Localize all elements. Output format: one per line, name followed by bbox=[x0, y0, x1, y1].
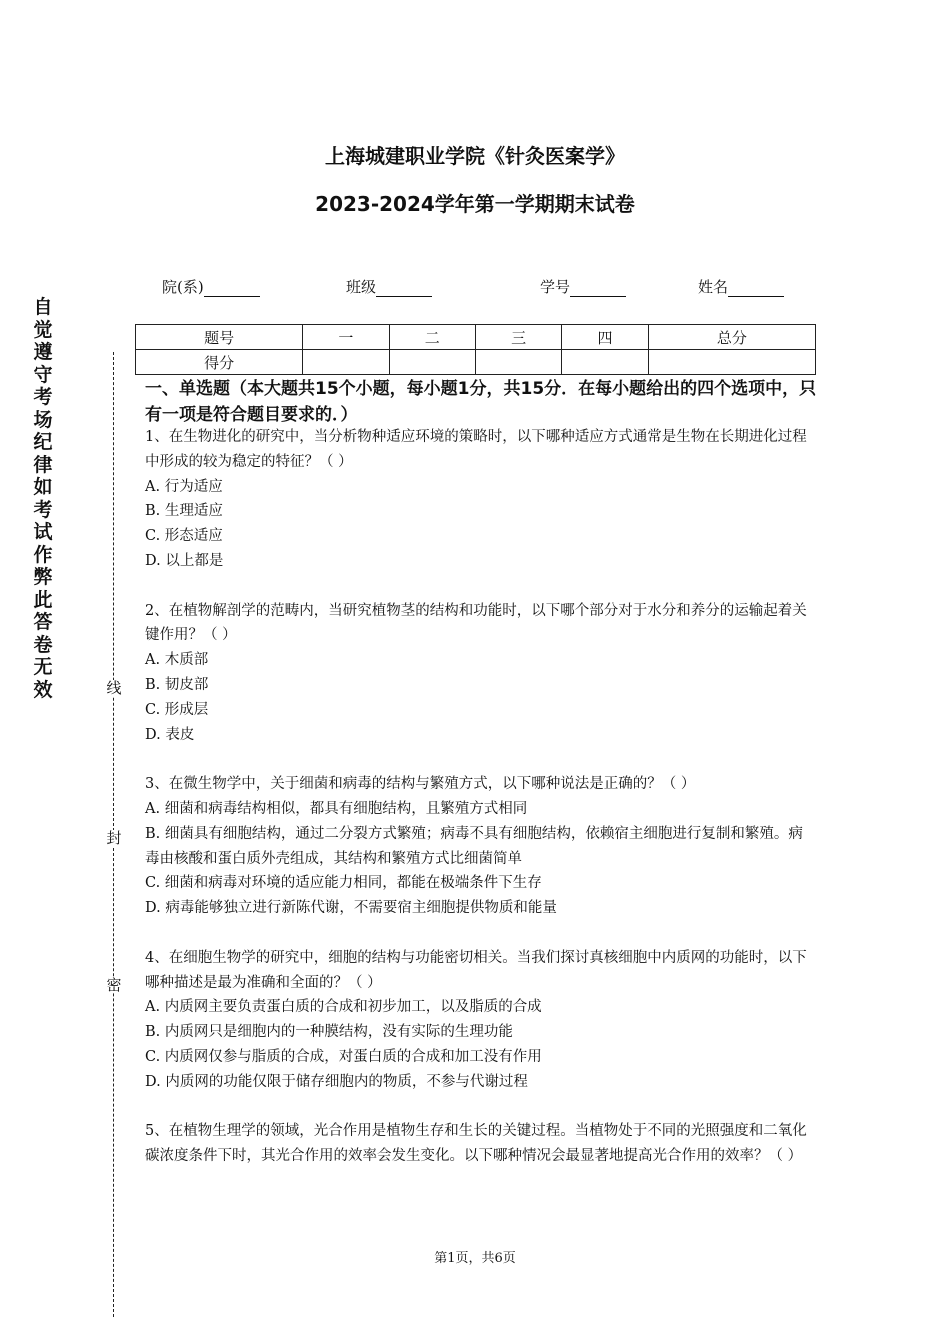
question-1 bbox=[145, 425, 815, 574]
score-table bbox=[135, 324, 816, 375]
score-cell[interactable] bbox=[303, 350, 389, 375]
option-b[interactable]: B. 细菌具有细胞结构，通过二分裂方式繁殖；病毒不具有细胞结构，依赖宿主细胞进行复制和繁殖。病毒由核酸和蛋白质外壳组成，其结构和繁殖方式比细菌简单 bbox=[145, 825, 803, 867]
question-stem: 4、在细胞生物学的研究中，细胞的结构与功能密切相关。当我们探讨真核细胞中内质网的功能时，以下哪种描述是最为准确和全面的？（ ） bbox=[145, 949, 807, 991]
option-b[interactable]: B. 生理适应 bbox=[145, 503, 223, 520]
name-label: 姓名 bbox=[698, 278, 729, 296]
student-info-row bbox=[0, 276, 950, 300]
question-4 bbox=[145, 946, 815, 1095]
option-a[interactable]: A. 木质部 bbox=[145, 652, 209, 669]
exam-title-line2: 2023-2024学年第一学期期末试卷 bbox=[315, 192, 635, 216]
question-3 bbox=[145, 772, 815, 921]
department-label: 院(系) bbox=[162, 278, 204, 296]
score-header-cell: 总分 bbox=[648, 325, 815, 350]
question-5 bbox=[145, 1119, 815, 1169]
page-number: 第1页，共6页 bbox=[434, 1251, 516, 1266]
department-blank[interactable] bbox=[204, 280, 260, 297]
name-field[interactable] bbox=[698, 276, 784, 297]
name-blank[interactable] bbox=[728, 280, 784, 297]
score-table-score-row bbox=[136, 350, 816, 375]
department-field[interactable] bbox=[162, 276, 260, 297]
question-stem: 3、在微生物学中，关于细菌和病毒的结构与繁殖方式，以下哪种说法是正确的？（ ） bbox=[145, 776, 696, 793]
question-stem: 1、在生物进化的研究中，当分析物种适应环境的策略时，以下哪种适应方式通常是生物在长期进化过程中形成的较为稳定的特征？（ ） bbox=[145, 429, 807, 470]
class-field[interactable] bbox=[346, 276, 432, 297]
option-d[interactable]: D. 内质网的功能仅限于储存细胞内的物质，不参与代谢过程 bbox=[145, 1073, 528, 1090]
question-stem: 5、在植物生理学的领域，光合作用是植物生存和生长的关键过程。当植物处于不同的光照强度和二氧化碳浓度条件下时，其光合作用的效率会发生变化。以下哪种情况会最显著地提高光合作用的效率？（ ） bbox=[145, 1123, 807, 1165]
option-d[interactable]: D. 病毒能够独立进行新陈代谢，不需要宿主细胞提供物质和能量 bbox=[145, 900, 557, 917]
score-header-cell: 四 bbox=[562, 325, 648, 350]
option-c[interactable]: C. 细菌和病毒对环境的适应能力相同，都能在极端条件下生存 bbox=[145, 875, 542, 892]
binding-label-xian: 线 bbox=[106, 679, 122, 697]
student-id-blank[interactable] bbox=[570, 280, 626, 297]
option-a[interactable]: A. 行为适应 bbox=[145, 478, 223, 495]
binding-label-feng: 封 bbox=[106, 829, 122, 847]
class-label: 班级 bbox=[346, 278, 377, 296]
student-id-label: 学号 bbox=[540, 278, 571, 296]
score-cell[interactable] bbox=[562, 350, 648, 375]
binding-label-mi: 密 bbox=[106, 976, 122, 994]
option-d[interactable]: D. 以上都是 bbox=[145, 552, 224, 569]
section-heading: 一、单选题（本大题共15个小题，每小题1分，共15分．在每小题给出的四个选项中，只有一项是符合题目要求的．） bbox=[145, 379, 817, 425]
score-header-cell: 一 bbox=[303, 325, 389, 350]
option-a[interactable]: A. 内质网主要负责蛋白质的合成和初步加工，以及脂质的合成 bbox=[145, 999, 542, 1016]
option-d[interactable]: D. 表皮 bbox=[145, 726, 195, 743]
student-id-field[interactable] bbox=[540, 276, 626, 297]
question-2 bbox=[145, 599, 815, 748]
option-c[interactable]: C. 形成层 bbox=[145, 701, 209, 718]
score-row-label: 得分 bbox=[136, 350, 303, 375]
option-b[interactable]: B. 内质网只是细胞内的一种膜结构，没有实际的生理功能 bbox=[145, 1024, 513, 1041]
score-cell[interactable] bbox=[389, 350, 475, 375]
exam-title-line1: 上海城建职业学院《针灸医案学》 bbox=[325, 144, 625, 168]
score-cell[interactable] bbox=[648, 350, 815, 375]
question-stem: 2、在植物解剖学的范畴内，当研究植物茎的结构和功能时，以下哪个部分对于水分和养分的运输起着关键作用？（ ） bbox=[145, 602, 807, 644]
option-a[interactable]: A. 细菌和病毒结构相似，都具有细胞结构，且繁殖方式相同 bbox=[145, 800, 528, 817]
question-list bbox=[145, 425, 815, 1194]
class-blank[interactable] bbox=[376, 280, 432, 297]
score-table-header-row bbox=[136, 325, 816, 350]
option-c[interactable]: C. 内质网仅参与脂质的合成，对蛋白质的合成和加工没有作用 bbox=[145, 1048, 542, 1065]
score-header-cell: 二 bbox=[389, 325, 475, 350]
score-header-cell: 三 bbox=[475, 325, 561, 350]
option-b[interactable]: B. 韧皮部 bbox=[145, 676, 209, 693]
exam-discipline-notice: 自觉遵守考场纪律如考试作弊此答卷无效 bbox=[33, 296, 53, 701]
score-cell[interactable] bbox=[475, 350, 561, 375]
option-c[interactable]: C. 形态适应 bbox=[145, 528, 223, 545]
score-header-cell: 题号 bbox=[136, 325, 303, 350]
